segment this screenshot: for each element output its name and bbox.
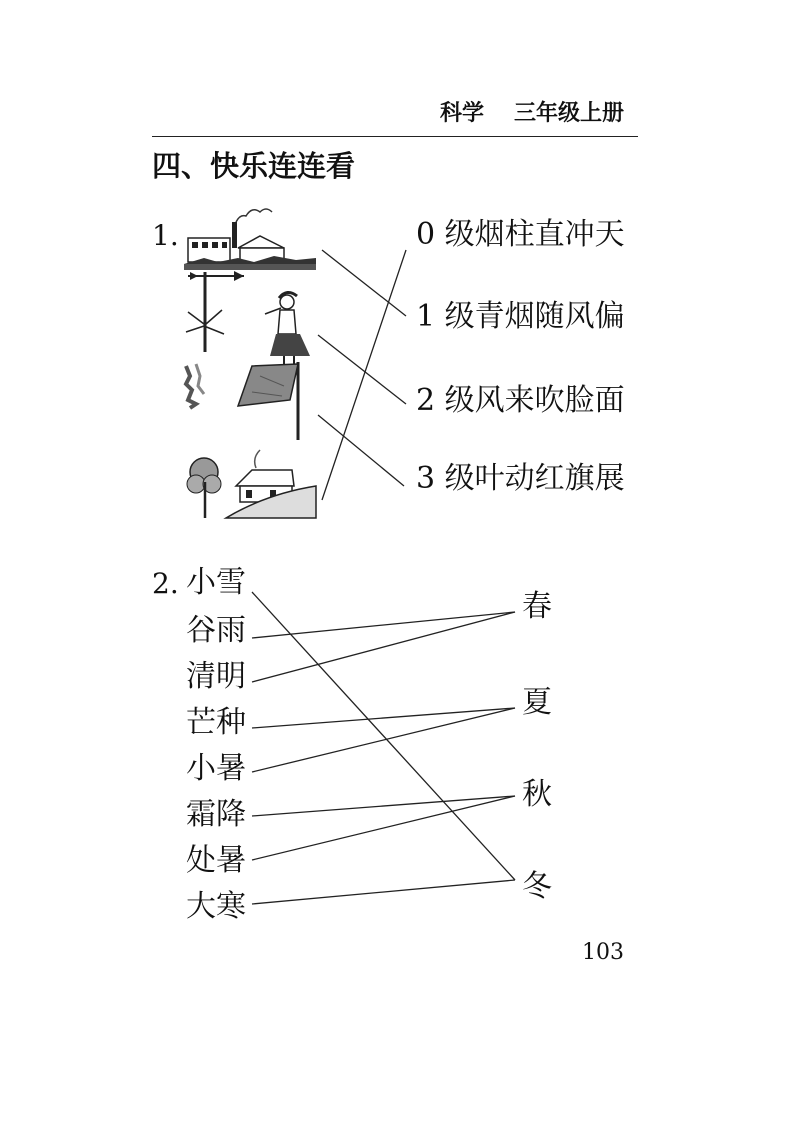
q2-line-guyu bbox=[252, 612, 515, 638]
season-winter: 冬 bbox=[522, 869, 552, 904]
q1-number: 1. bbox=[152, 219, 179, 252]
season-summer: 夏 bbox=[522, 685, 552, 720]
q1-phrase-3: 3 级叶动红旗展 bbox=[416, 461, 625, 496]
section-title: 四、快乐连连看 bbox=[152, 149, 356, 183]
solar-term-5: 霜降 bbox=[186, 797, 246, 832]
header-subject: 科学 bbox=[440, 101, 485, 126]
season-spring: 春 bbox=[522, 589, 552, 624]
q2-line-xiaoxue bbox=[252, 592, 515, 880]
q1-phrase-1: 1 级青烟随风偏 bbox=[416, 299, 625, 334]
wind-vane-girl-illustration bbox=[186, 271, 310, 364]
house-tree-illustration bbox=[187, 450, 316, 518]
flag-illustration bbox=[186, 362, 298, 440]
solar-term-6: 处暑 bbox=[186, 843, 246, 878]
q2-number: 2. bbox=[152, 567, 179, 600]
solar-term-3: 芒种 bbox=[186, 705, 246, 740]
factory-smoke-illustration bbox=[184, 200, 316, 270]
solar-term-2: 清明 bbox=[186, 659, 246, 694]
header-grade: 三年级上册 bbox=[514, 101, 625, 126]
season-autumn: 秋 bbox=[522, 777, 552, 812]
q1-line-b bbox=[318, 335, 406, 404]
solar-term-7: 大寒 bbox=[186, 889, 246, 924]
q1-line-a bbox=[322, 250, 406, 316]
page-number: 103 bbox=[582, 940, 624, 965]
q1-line-d bbox=[322, 250, 406, 500]
solar-term-4: 小暑 bbox=[186, 751, 246, 786]
q1-phrase-0: 0 级烟柱直冲天 bbox=[416, 217, 625, 252]
solar-term-0: 小雪 bbox=[186, 565, 246, 600]
q2-line-qingming bbox=[252, 612, 515, 682]
q1-phrase-2: 2 级风来吹脸面 bbox=[416, 383, 625, 418]
q2-line-dahan bbox=[252, 880, 515, 904]
solar-term-1: 谷雨 bbox=[186, 613, 246, 648]
